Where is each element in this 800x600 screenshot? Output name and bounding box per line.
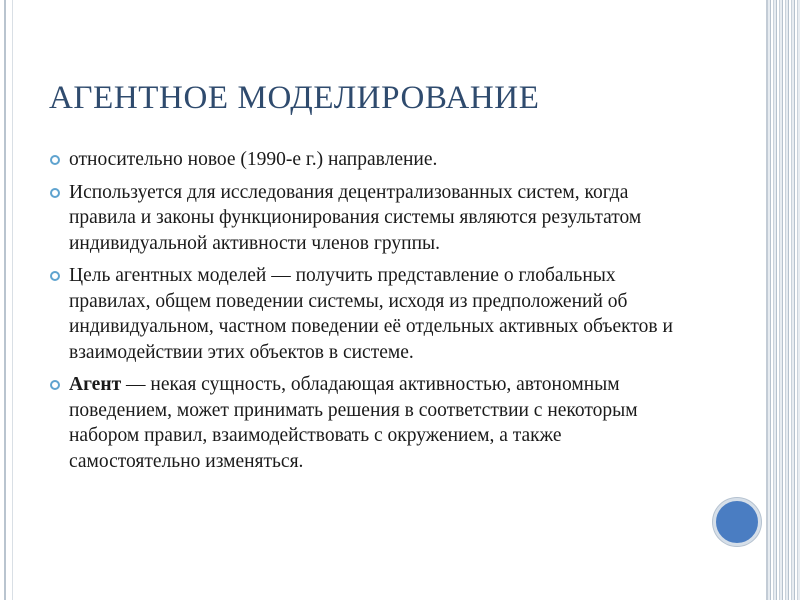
bullet-text: — некая сущность, обладающая активностью, автономным поведением, может принимать решения в соответствии с некоторым набором правил, взаимодействовать с окружением, а также самостоятельно изменяться. bbox=[69, 374, 638, 472]
bullet-text: Используется для исследования децентрализованных систем, когда правила и законы функционирования системы являются результатом индивидуальной активности членов группы. bbox=[69, 181, 642, 254]
slide-nav-circle-icon[interactable] bbox=[713, 498, 761, 546]
bullet-text: относительно новое (1990-е г.) направление. bbox=[69, 149, 438, 170]
left-decorative-rule bbox=[4, 0, 13, 600]
bullet-circle-icon bbox=[50, 188, 60, 198]
bullet-item bbox=[49, 147, 689, 173]
bullet-circle-icon bbox=[50, 155, 60, 165]
bullet-circle-icon bbox=[50, 380, 60, 390]
bullet-item bbox=[49, 180, 689, 257]
bullet-list bbox=[49, 147, 689, 481]
slide-title: АГЕНТНОЕ МОДЕЛИРОВАНИЕ bbox=[49, 80, 540, 116]
bullet-item bbox=[49, 372, 689, 474]
bullet-term: Агент bbox=[69, 374, 122, 395]
bullet-circle-icon bbox=[50, 271, 60, 281]
bullet-text: Цель агентных моделей — получить представление о глобальных правилах, общем поведении системы, исходя из предположений об индивидуальном, частном поведении её отдельных активных объектов и взаимодействии этих объектов в системе. bbox=[69, 265, 673, 363]
right-decorative-band bbox=[768, 0, 800, 600]
bullet-item bbox=[49, 263, 689, 365]
